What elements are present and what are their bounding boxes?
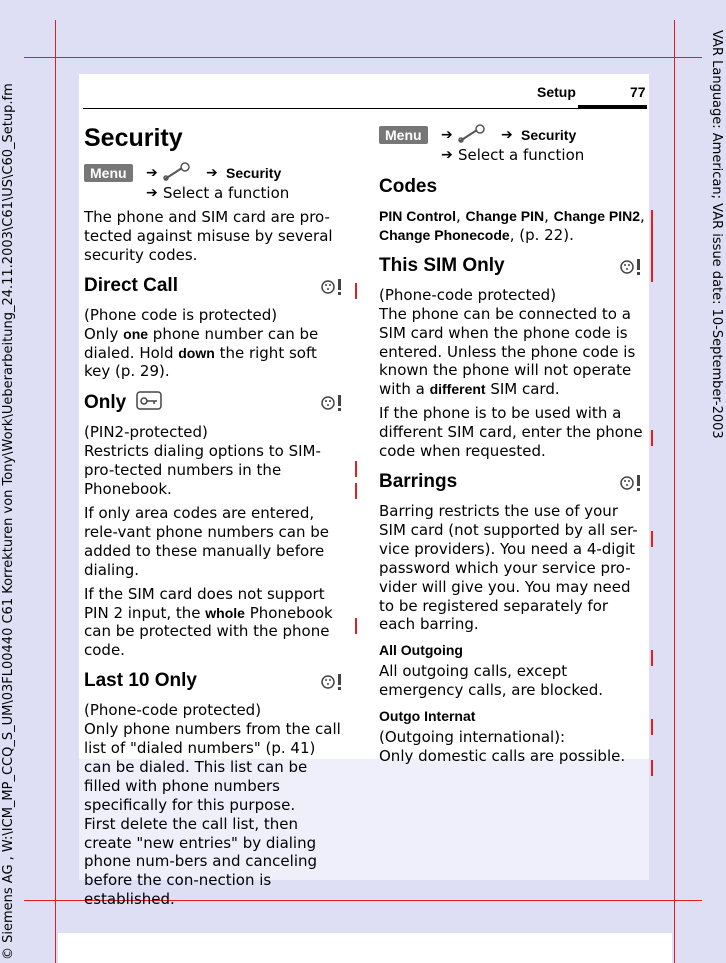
- this-sim-protection: (Phone-code protected): [379, 285, 557, 304]
- change-bar: [355, 283, 357, 299]
- crop-line-right: [674, 20, 675, 963]
- code-protected-icon: [320, 393, 346, 413]
- menu-security-label: Security: [521, 127, 577, 143]
- menu-path: [379, 124, 645, 164]
- menu-security-label: Security: [226, 165, 282, 181]
- code-protected-icon: [619, 473, 645, 493]
- only-protection: (PIN2-protected): [84, 423, 208, 442]
- last10-protection: (Phone-code protected): [84, 701, 262, 720]
- change-bar: [651, 430, 653, 446]
- codes-text: PIN Control, Change PIN, Change PIN2, Change Phonecode, (p. 22).: [379, 207, 645, 244]
- code-protected-icon: [320, 672, 346, 692]
- header-rule: [83, 108, 647, 109]
- heading-codes: Codes: [379, 176, 438, 197]
- arrow-icon: ➔: [146, 165, 158, 181]
- arrow-icon: ➔: [441, 147, 453, 163]
- this-sim-text-2: If the phone is to be used with a different SIM card, enter the phone code when requested.: [379, 404, 643, 461]
- change-bar: [651, 650, 653, 666]
- intro-text: The phone and SIM card are pro-tected against misuse by several security codes.: [84, 208, 333, 264]
- last10-text-2: First delete the call list, then create "new entries" by dialing phone num-bers and canceling before the con-nection is established.: [84, 814, 318, 909]
- only-text-3: If the SIM card does not support PIN 2 input, the whole Phonebook can be protected with the phone code.: [84, 584, 333, 660]
- change-bar: [651, 719, 653, 735]
- this-sim-text-1: The phone can be connected to a SIM card when the phone code is entered. Unless the phone code is known the phone will not operate with a different SIM card.: [379, 304, 636, 399]
- header-rule-thick: [578, 105, 647, 108]
- heading-this-sim-only: [379, 255, 645, 277]
- left-column: [84, 120, 346, 914]
- barrings-text: Barring restricts the use of your SIM card (not supported by all ser-vice providers). You need a 4-digit password which your service pro-vider will give you. You may need to be registered separately for each barring.: [379, 501, 638, 634]
- only-text-2: If only area codes are entered, rele-vant phone numbers can be added to these manually before dialing.: [84, 503, 329, 579]
- menu-key: Menu: [84, 164, 133, 182]
- outgo-internat-text-2: Only domestic calls are possible.: [379, 747, 626, 766]
- heading-last-10-only-text: Last 10 Only: [84, 670, 197, 692]
- code-protected-icon: [320, 277, 346, 297]
- wrench-icon: [162, 162, 192, 182]
- select-function-text: Select a function: [163, 184, 290, 202]
- file-path-margin-text: © Siemens AG , W:\ICM_MP_CCQ_S_UM\03FL00440 C61 Korrekturen von Tony\Work\Ueberarbeitung_24.11.2003\C61\US\C60_Setup.fm: [1, 83, 16, 960]
- menu-key: Menu: [379, 126, 428, 144]
- select-function-text: Select a function: [458, 146, 585, 164]
- crop-line-left: [55, 20, 56, 963]
- heading-this-sim-only-text: This SIM Only: [379, 254, 505, 276]
- heading-all-outgoing: All Outgoing: [379, 642, 463, 659]
- change-bar: [651, 531, 653, 547]
- heading-direct-call-text: Direct Call: [84, 274, 178, 296]
- change-bar: [355, 483, 357, 499]
- section-title-security: Security: [84, 124, 183, 152]
- heading-barrings-text: Barrings: [379, 470, 458, 492]
- language-margin-text: VAR Language: American; VAR issue date: 10-September-2003: [709, 30, 724, 439]
- outgo-internat-text-1: (Outgoing international):: [379, 728, 566, 747]
- bottom-margin-area: [58, 933, 672, 963]
- only-text-1: Restricts dialing options to SIM-pro-tected numbers in the Phonebook.: [84, 442, 321, 499]
- heading-direct-call: [84, 275, 346, 297]
- heading-last-10-only: [84, 670, 346, 692]
- heading-only: [84, 391, 346, 414]
- arrow-icon: ➔: [441, 127, 453, 143]
- arrow-icon: ➔: [501, 127, 513, 143]
- change-bar: [355, 618, 357, 634]
- direct-call-text: Only one phone number can be dialed. Hold down the right soft key (p. 29).: [84, 324, 319, 381]
- menu-path: [84, 162, 346, 202]
- right-column: [379, 120, 645, 771]
- change-bar: [355, 461, 357, 477]
- heading-only-text: Only: [84, 392, 127, 414]
- change-bar: [651, 210, 653, 282]
- all-outgoing-text: All outgoing calls, except emergency calls, are blocked.: [379, 662, 604, 700]
- heading-outgo-internat: Outgo Internat: [379, 708, 476, 725]
- code-protected-icon: [619, 257, 645, 277]
- crop-line-top: [24, 57, 702, 58]
- last10-text-1: Only phone numbers from the call list of "dialed numbers" (p. 41) can be dialed. This list can be filled with phone numbers specifically for this purpose.: [84, 720, 341, 814]
- phonebook-key-icon: [136, 391, 162, 411]
- wrench-icon: [457, 124, 487, 144]
- arrow-icon: ➔: [206, 165, 218, 181]
- page-number: 77: [630, 84, 646, 100]
- direct-call-protection: (Phone code is protected): [84, 305, 278, 324]
- heading-barrings: [379, 471, 645, 493]
- change-bar: [651, 760, 653, 776]
- arrow-icon: ➔: [146, 185, 158, 201]
- running-header-section: Setup: [537, 84, 576, 100]
